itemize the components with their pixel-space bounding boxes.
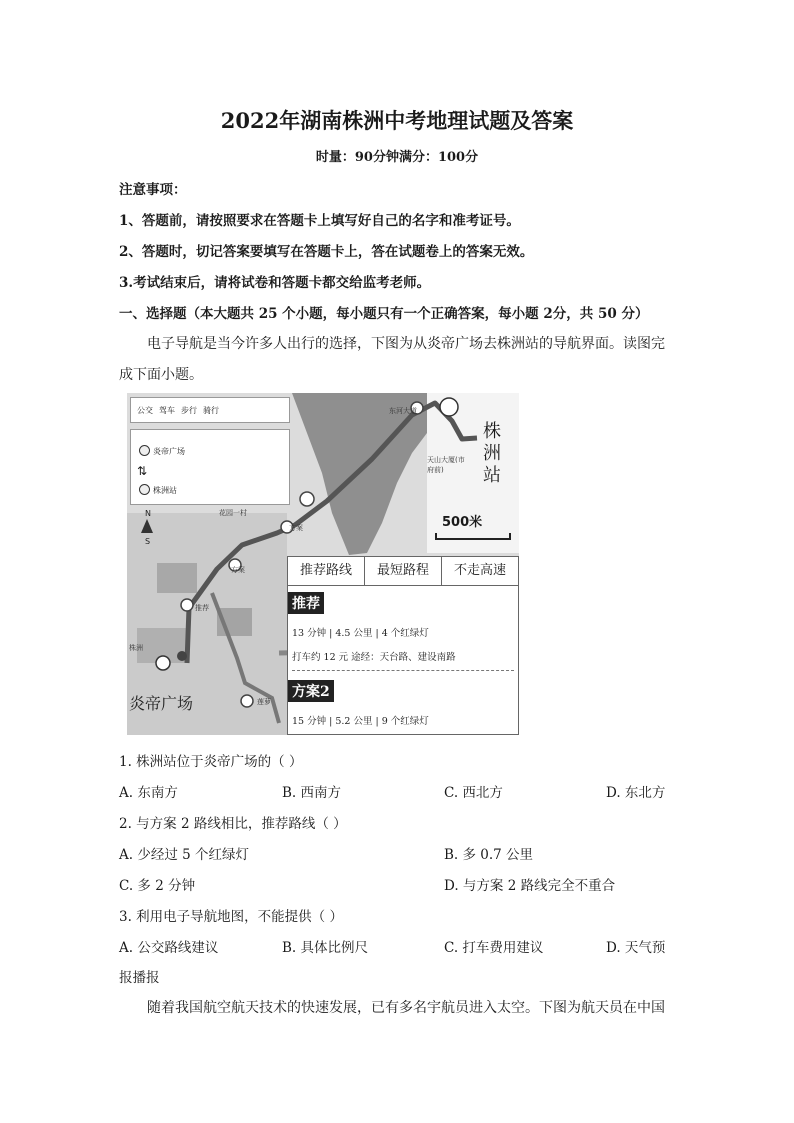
map-plan-label: 方案 <box>289 524 303 532</box>
route-tabs <box>288 557 518 586</box>
swap-arrows-icon: ⇅ <box>137 464 148 478</box>
map-street-label: 花园一村 <box>219 509 247 517</box>
origin-label: 炎帝广场 <box>153 447 185 456</box>
q2-option-b: B. 多 0.7 公里 <box>444 847 534 863</box>
q3-option-a: A. 公交路线建议 <box>119 940 219 956</box>
q1-option-c: C. 西北方 <box>444 785 503 801</box>
destination-label: 株洲站 <box>153 486 177 495</box>
q3-option-d: D. 天气预 <box>606 940 666 956</box>
question-1-stem: 1. 株洲站位于炎帝广场的（ ） <box>119 754 303 770</box>
map-recommend-label: 推荐 <box>195 604 209 612</box>
route-options-panel <box>287 556 519 735</box>
exam-info: 时量：90分钟满分：100分 <box>315 150 479 165</box>
map-street-label: 株洲 <box>129 644 143 652</box>
q1-option-a: A. 东南方 <box>119 785 178 801</box>
page-title: 2022年湖南株洲中考地理试题及答案 <box>220 108 574 133</box>
mode-bus: 公交 <box>137 405 153 415</box>
tab-shortest[interactable]: 最短路程 <box>365 557 442 585</box>
intro-line-1: 电子导航是当今许多人出行的选择，下图为从炎帝广场去株洲站的导航界面。读图完 <box>147 336 665 352</box>
tab-recommended[interactable]: 推荐路线 <box>288 557 365 585</box>
compass-needle-icon <box>141 519 153 533</box>
recommend-stats: 13 分钟 | 4.5 公里 | 4 个红绿灯 <box>292 628 429 639</box>
destination-pin-icon <box>139 484 150 495</box>
notice-item-1: 1、答题前，请按照要求在答题卡上填写好自己的名字和准考证号。 <box>119 213 520 229</box>
recommend-badge: 推荐 <box>288 592 324 614</box>
notice-heading: 注意事项： <box>119 182 187 198</box>
question-2-stem: 2. 与方案 2 路线相比，推荐路线（ ） <box>119 816 347 832</box>
q2-option-c: C. 多 2 分钟 <box>119 878 196 894</box>
mode-drive: 驾车 <box>159 405 175 415</box>
travel-mode-bar <box>130 397 290 423</box>
station-label: 株洲站 <box>483 421 501 486</box>
tab-no-highway[interactable]: 不走高速 <box>453 563 506 578</box>
q3-option-d-continuation: 报播报 <box>119 970 160 986</box>
compass-north: N <box>145 509 151 518</box>
section-heading: 一、选择题（本大题共 25 个小题，每小题只有一个正确答案，每小题 2分，共 50 分） <box>119 306 649 322</box>
mode-bike: 骑行 <box>203 405 219 415</box>
next-paragraph: 随着我国航空航天技术的快速发展，已有多名宇航员进入太空。下图为航天员在中国 <box>147 1000 665 1016</box>
recommend-details: 打车约 12 元 途经：天台路、建设南路 <box>292 652 456 663</box>
panel-divider <box>292 670 514 671</box>
scale-bar <box>435 533 511 540</box>
intro-line-2: 成下面小题。 <box>119 367 203 383</box>
q2-option-d: D. 与方案 2 路线完全不重合 <box>444 878 616 894</box>
question-3-stem: 3. 利用电子导航地图，不能提供（ ） <box>119 909 343 925</box>
map-plan-label: 方案 <box>231 566 245 574</box>
q2-option-a: A. 少经过 5 个红绿灯 <box>119 847 250 863</box>
area-label: 炎帝广场 <box>129 694 194 713</box>
route-endpoints-box <box>130 429 290 505</box>
plan2-stats: 15 分钟 | 5.2 公里 | 9 个红绿灯 <box>292 716 429 727</box>
q1-option-b: B. 西南方 <box>282 785 342 801</box>
navigation-map-figure <box>127 393 519 735</box>
mode-walk: 步行 <box>181 405 197 415</box>
scale-label: 500米 <box>442 515 483 530</box>
compass-south: S <box>145 537 151 546</box>
map-street-label: 莲萝 <box>257 698 271 706</box>
map-street-label: 东河大道 <box>389 407 417 415</box>
q3-option-b: B. 具体比例尺 <box>282 940 369 956</box>
q1-option-d: D. 东北方 <box>606 785 666 801</box>
plan2-badge: 方案2 <box>288 680 334 702</box>
notice-item-2: 2、答题时，切记答案要填写在答题卡上，答在试题卷上的答案无效。 <box>119 244 534 260</box>
notice-item-3: 3.考试结束后，请将试卷和答题卡都交给监考老师。 <box>119 275 431 291</box>
origin-pin-icon <box>139 445 150 456</box>
map-building-label: 天山大厦(市府前) <box>427 456 465 474</box>
q3-option-c: C. 打车费用建议 <box>444 940 544 956</box>
